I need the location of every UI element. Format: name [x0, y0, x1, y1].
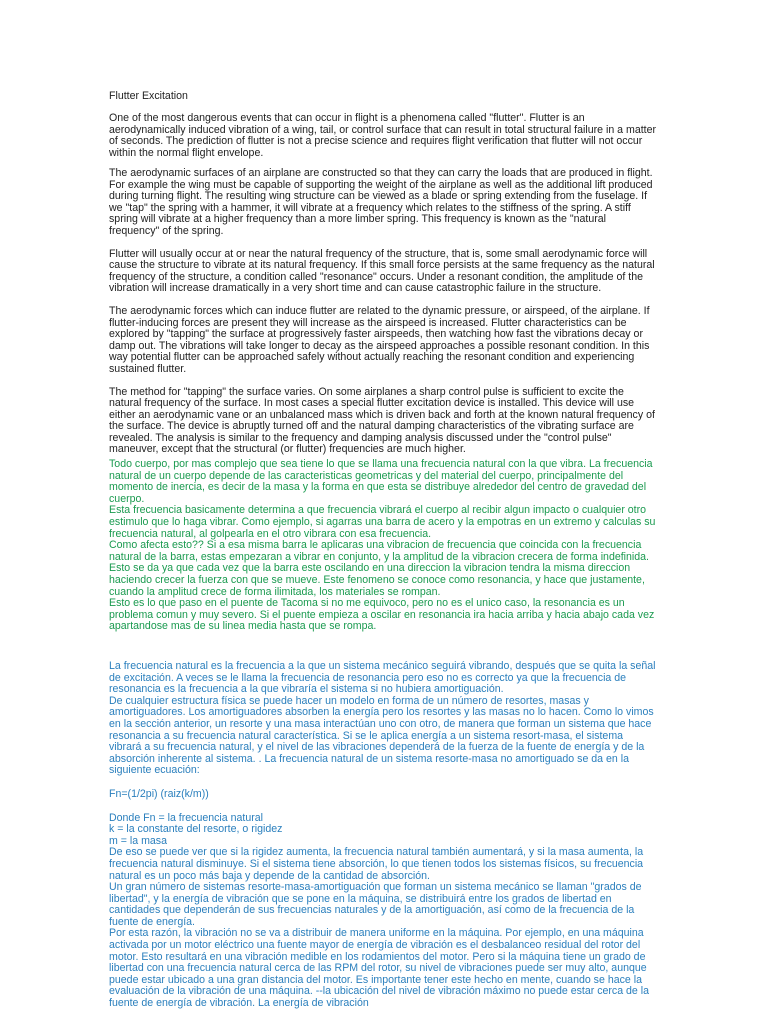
intro-paragraph: [109, 113, 657, 159]
paragraph: Esta frecuencia basicamente determina a que frecuencia vibrará el cuerpo al recibir algun impacto o cualquier otro estimulo que lo haga vibrar. Como ejemplo, si agarras una barra de acero y la empotras en un extremo y calculas su frecuencia natural, al golpearla en el otro vibrara con esa frecuencia.: [109, 504, 656, 540]
spanish-section-blue: [109, 661, 657, 1010]
definition-line: k = la constante del resorte, o rigidez: [109, 823, 283, 836]
document-title: Flutter Excitation: [109, 90, 188, 102]
spanish-section-green: [109, 459, 657, 633]
english-section: [109, 168, 657, 456]
paragraph: La frecuencia natural es la frecuencia a la que un sistema mecánico seguirá vibrando, después que se quita la señal de excitación. A veces se le llama la frecuencia de resonancia pero eso no es correcto ya que la frecuencia de resonancia es la frecuencia a la que vibraría el sistema si no hubiera amortiguación.: [109, 660, 656, 696]
formula: Fn=(1/2pi) (raiz(k/m)): [109, 787, 209, 800]
paragraph: De eso se puede ver que si la rigidez aumenta, la frecuencia natural también aumentará, y si la masa aumenta, la frecuencia natural disminuye. Si el sistema tiene absorción, lo que tienen todos los sistemas físicos, su frecuencia natural es un poco más baja y depende de la cantidad de absorción.: [109, 846, 644, 882]
paragraph: Como afecta esto?? Si a esa misma barra le aplicaras una vibracion de frecuencia que coincida con la frecuencia natural de la barra, estas empezaran a vibrar en conjunto, y la amplitud de la vibracion crecera de forma indefinida. Esto se da ya que cada vez que la barra este oscilando en una direccion la vibracion tendra la misma direccion haciendo crecer la fuerza con que se mueve. Este fenomeno se conoce como resonancia, y hace que justamente, cuando la amplitud crece de forma ilimitada, los materiales se rompan.: [109, 539, 649, 598]
paragraph: Flutter will usually occur at or near the natural frequency of the structure, that is, some small aerodynamic force will cause the structure to vibrate at its natural frequency. If this small force persists at the same frequency as the natural frequency of the structure, a condition called "resonance" occurs. Under a resonant condition, the amplitude of the vibration will increase dramatically in a very short time and can cause catastrophic failure in the structure.: [109, 247, 655, 295]
paragraph: Esto es lo que paso en el puente de Tacoma si no me equivoco, pero no es el unico caso, la resonancia es un problema comun y muy severo. Si el puente empieza a oscilar en resonancia ira hacia arriba y hacia abajo cada vez apartandose mas de su linea media hasta que se rompa.: [109, 597, 655, 633]
paragraph: Todo cuerpo, por mas complejo que sea tiene lo que se llama una frecuencia natural con la que vibra. La frecuencia natural de un cuerpo depende de las caracteristicas geometricas y del material del cuerpo, principalmente del momento de inercia, es decir de la masa y la forma en que esta se distribuye alrededor del centro de gravedad del cuerpo.: [109, 458, 653, 505]
paragraph: One of the most dangerous events that can occur in flight is a phenomena called "flutter". Flutter is an aerodynamically induced vibration of a wing, tail, or control surface that can result in total structural failure in a matter of seconds. The prediction of flutter is not a precise science and requires flight verification that flutter will not occur within the normal flight envelope.: [109, 112, 657, 159]
paragraph: Un gran número de sistemas resorte-masa-amortiguación que forman un sistema mecánico se llaman "grados de libertad", y la energía de vibración que se pone en la máquina, se distribuirá entre los grados de libertad en cantidades que dependerán de sus frecuencias naturales y de la amortiguación, así como de la frecuencia de la fuente de energía.: [109, 881, 642, 928]
paragraph: The aerodynamic forces which can induce flutter are related to the dynamic pressure, or airspeed, of the airplane. If flutter-inducing forces are present they will increase as the airspeed is increased. Flutter characteristics can be explored by "tapping" the surface at progressively faster airspeeds, then watching how fast the vibrations decay or damp out. The vibrations will take longer to decay as the airspeed approaches a possible resonant condition. In this way potential flutter can be approached safely without actually reaching the resonant condition and experiencing sustained flutter.: [109, 304, 650, 375]
definition-line: Donde Fn = la frecuencia natural: [109, 811, 263, 824]
paragraph: The method for "tapping" the surface varies. On some airplanes a sharp control pulse is sufficient to excite the natural frequency of the surface. In most cases a special flutter excitation device is installed. This device will use either an aerodynamic vane or an unbalanced mass which is driven back and forth at the known natural frequency of the surface. The device is abruptly turned off and the natural damping characteristics of the vibrating surface are revealed. The analysis is similar to the frequency and damping analysis discussed under the "control pulse" maneuver, except that the structural (or flutter) frequencies are much higher.: [109, 385, 655, 456]
paragraph: De cualquier estructura física se puede hacer un modelo en forma de un número de resortes, masas y amortiguadores. Los amortiguadores absorben la energía pero los resortes y las masas no lo hacen. Como lo vimos en la sección anterior, un resorte y una masa interactúan uno con otro, de manera que forman un sistema que hace resonancia a su frecuencia natural característica. Si se le aplica energía a un sistema resort-masa, el sistema vibrará a su frecuencia natural, y el nivel de las vibraciones dependerá de la fuerza de la fuente de energía y de la absorción inherente al sistema. . La frecuencia natural de un sistema resorte-masa no amortiguado se da en la siguiente ecuación:: [109, 694, 654, 777]
paragraph: Por esta razón, la vibración no se va a distribuir de manera uniforme en la máquina. Por ejemplo, en una máquina activada por un motor eléctrico una fuente mayor de energía de vibración es el desbalanceo residual del rotor del motor. Esto resultará en una vibración medible en los rodamientos del motor. Pero si la máquina tiene un grado de libertad con una frecuencia natural cerca de las RPM del rotor, su nivel de vibraciones puede ser muy alto, aunque puede estar ubicado a una gran distancia del motor. Es importante tener este hecho en mente, cuando se hace la evaluación de la vibración de una máquina. --la ubicación del nivel de vibración máximo no puede estar cerca de la fuente de energía de vibración. La energía de vibración: [109, 927, 650, 1010]
paragraph: The aerodynamic surfaces of an airplane are constructed so that they can carry the loads that are produced in flight. For example the wing must be capable of supporting the weight of the airplane as well as the additional lift produced during turning flight. The resulting wing structure can be viewed as a blade or spring extending from the fuselage. If we "tap" the spring with a hammer, it will vibrate at a frequency which relates to the stiffness of the spring. A stiff spring will vibrate at a higher frequency than a more limber spring. This frequency is known as the "natural frequency" of the spring.: [109, 167, 653, 237]
definition-line: m = la masa: [109, 834, 167, 847]
